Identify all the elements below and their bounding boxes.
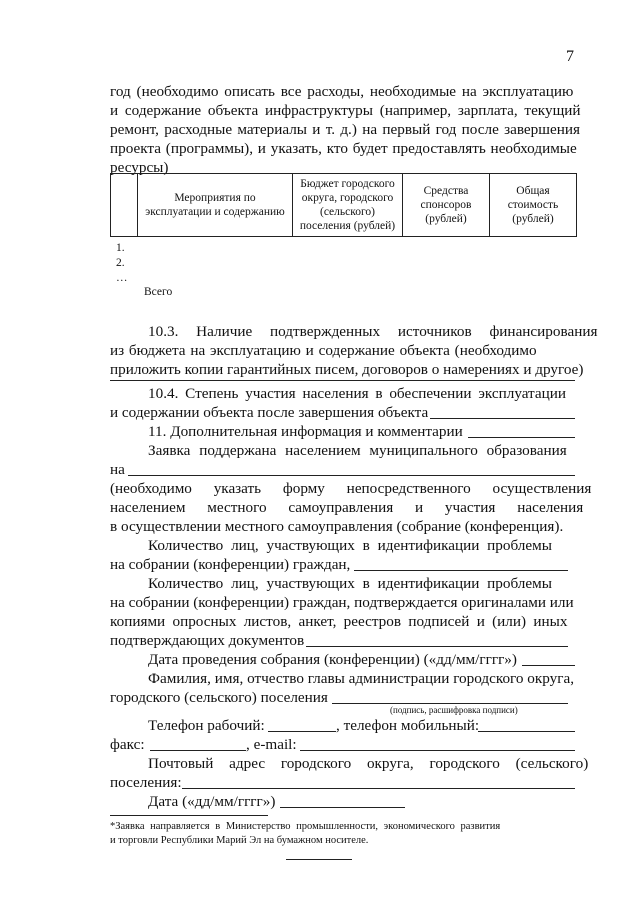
support-na: на [110,461,125,478]
footnote-separator [110,815,268,816]
count1-line-1: Количество лиц, участвующих в идентификации проблемы [148,537,552,554]
head-line-1: Фамилия, имя, отчество главы администрации городского округа, [148,670,575,687]
support-note-2: населением местного самоуправления и участия населения [110,499,584,516]
intro-line-1: год (необходимо описать все расходы, необходимые на эксплуатацию [110,83,574,100]
support-note-1: (необходимо указать форму непосредственного осуществления [110,480,592,497]
count2-blank [306,646,568,647]
date-blank [280,807,405,808]
head-line-2: городского (сельского) поселения [110,689,328,706]
s11-line: 11. Дополнительная информация и комментарии [148,423,463,440]
budget-table [110,173,577,237]
intro-line-4: проекта (программы), и указать, кто будет предоставлять необходимые [110,140,577,157]
table-header-budget: Бюджет городского округа, городского (сельского) поселения (рублей) [293,174,403,237]
page-number: 7 [566,48,574,65]
address-line-1: Почтовый адрес городского округа, городского (сельского) [148,755,589,772]
table-header-total: Общая стоимость (рублей) [490,174,577,237]
address-line-2: поселения: [110,774,182,791]
fax-label: факс: [110,736,145,753]
s10-4-line-1: 10.4. Степень участия населения в обеспечении эксплуатации [148,385,567,402]
phone-work-label: Телефон рабочий: [148,717,265,734]
address-blank [182,788,575,789]
count2-line-4: подтверждающих документов [110,632,305,649]
signature-caption: (подпись, расшифровка подписи) [390,705,518,715]
support-line-1: Заявка поддержана населением муниципального образования [148,442,567,459]
closing-rule [286,859,352,860]
head-signature-blank [332,703,568,704]
intro-line-5: ресурсы) [110,159,169,176]
phone-mobile-blank [478,731,575,732]
meeting-date-label: Дата проведения собрания (конференции) («дд/мм/гггг») [148,651,517,668]
table-header-sponsors: Средства спонсоров (рублей) [403,174,490,237]
meeting-date-blank [522,665,575,666]
date-label: Дата («дд/мм/гггг») [148,793,276,810]
intro-line-3: ремонт, расходные материалы и т. д.) на первый год после завершения [110,121,580,138]
table-header-activities: Мероприятия по эксплуатации и содержанию [138,174,293,237]
count2-line-2: на собрании (конференции) граждан, подтверждается оригиналами или [110,594,574,611]
email-label: , e-mail: [246,736,297,753]
support-blank [128,475,575,476]
footnote-line-2: и торговли Республики Марий Эл на бумажном носителе. [110,835,369,846]
phone-mobile-label: , телефон мобильный: [336,717,480,734]
count2-line-1: Количество лиц, участвующих в идентификации проблемы [148,575,552,592]
table-total-label: Всего [144,286,173,298]
footnote-line-1: *Заявка направляется в Министерство промышленности, экономического развития [110,821,501,832]
count2-line-3: копиями опросных листов, анкет, реестров подписей и (или) иных [110,613,568,630]
table-row-label: … [116,272,128,284]
intro-line-2: и содержание объекта инфраструктуры (например, зарплата, текущий [110,102,581,119]
fax-blank [150,750,246,751]
s10-4-line-2: и содержании объекта после завершения объекта [110,404,429,421]
s10-3-underline [110,380,575,381]
table-row-label: 1. [116,242,125,254]
table-header-row [111,174,577,237]
s10-3-line-1: 10.3. Наличие подтвержденных источников финансирования [148,323,598,340]
table-row-label: 2. [116,257,125,269]
table-header-num [111,174,138,237]
count1-blank [354,570,568,571]
email-blank [300,750,575,751]
count1-line-2: на собрании (конференции) граждан, [110,556,351,573]
s11-blank [468,437,575,438]
s10-3-line-2: из бюджета на эксплуатацию и содержание объекта (необходимо [110,342,537,359]
support-note-3: в осуществлении местного самоуправления (собрание (конференция). [110,518,564,535]
phone-work-blank [268,731,336,732]
s10-3-line-3: приложить копии гарантийных писем, договоров о намерениях и другое) [110,361,584,378]
s10-4-blank [430,418,575,419]
